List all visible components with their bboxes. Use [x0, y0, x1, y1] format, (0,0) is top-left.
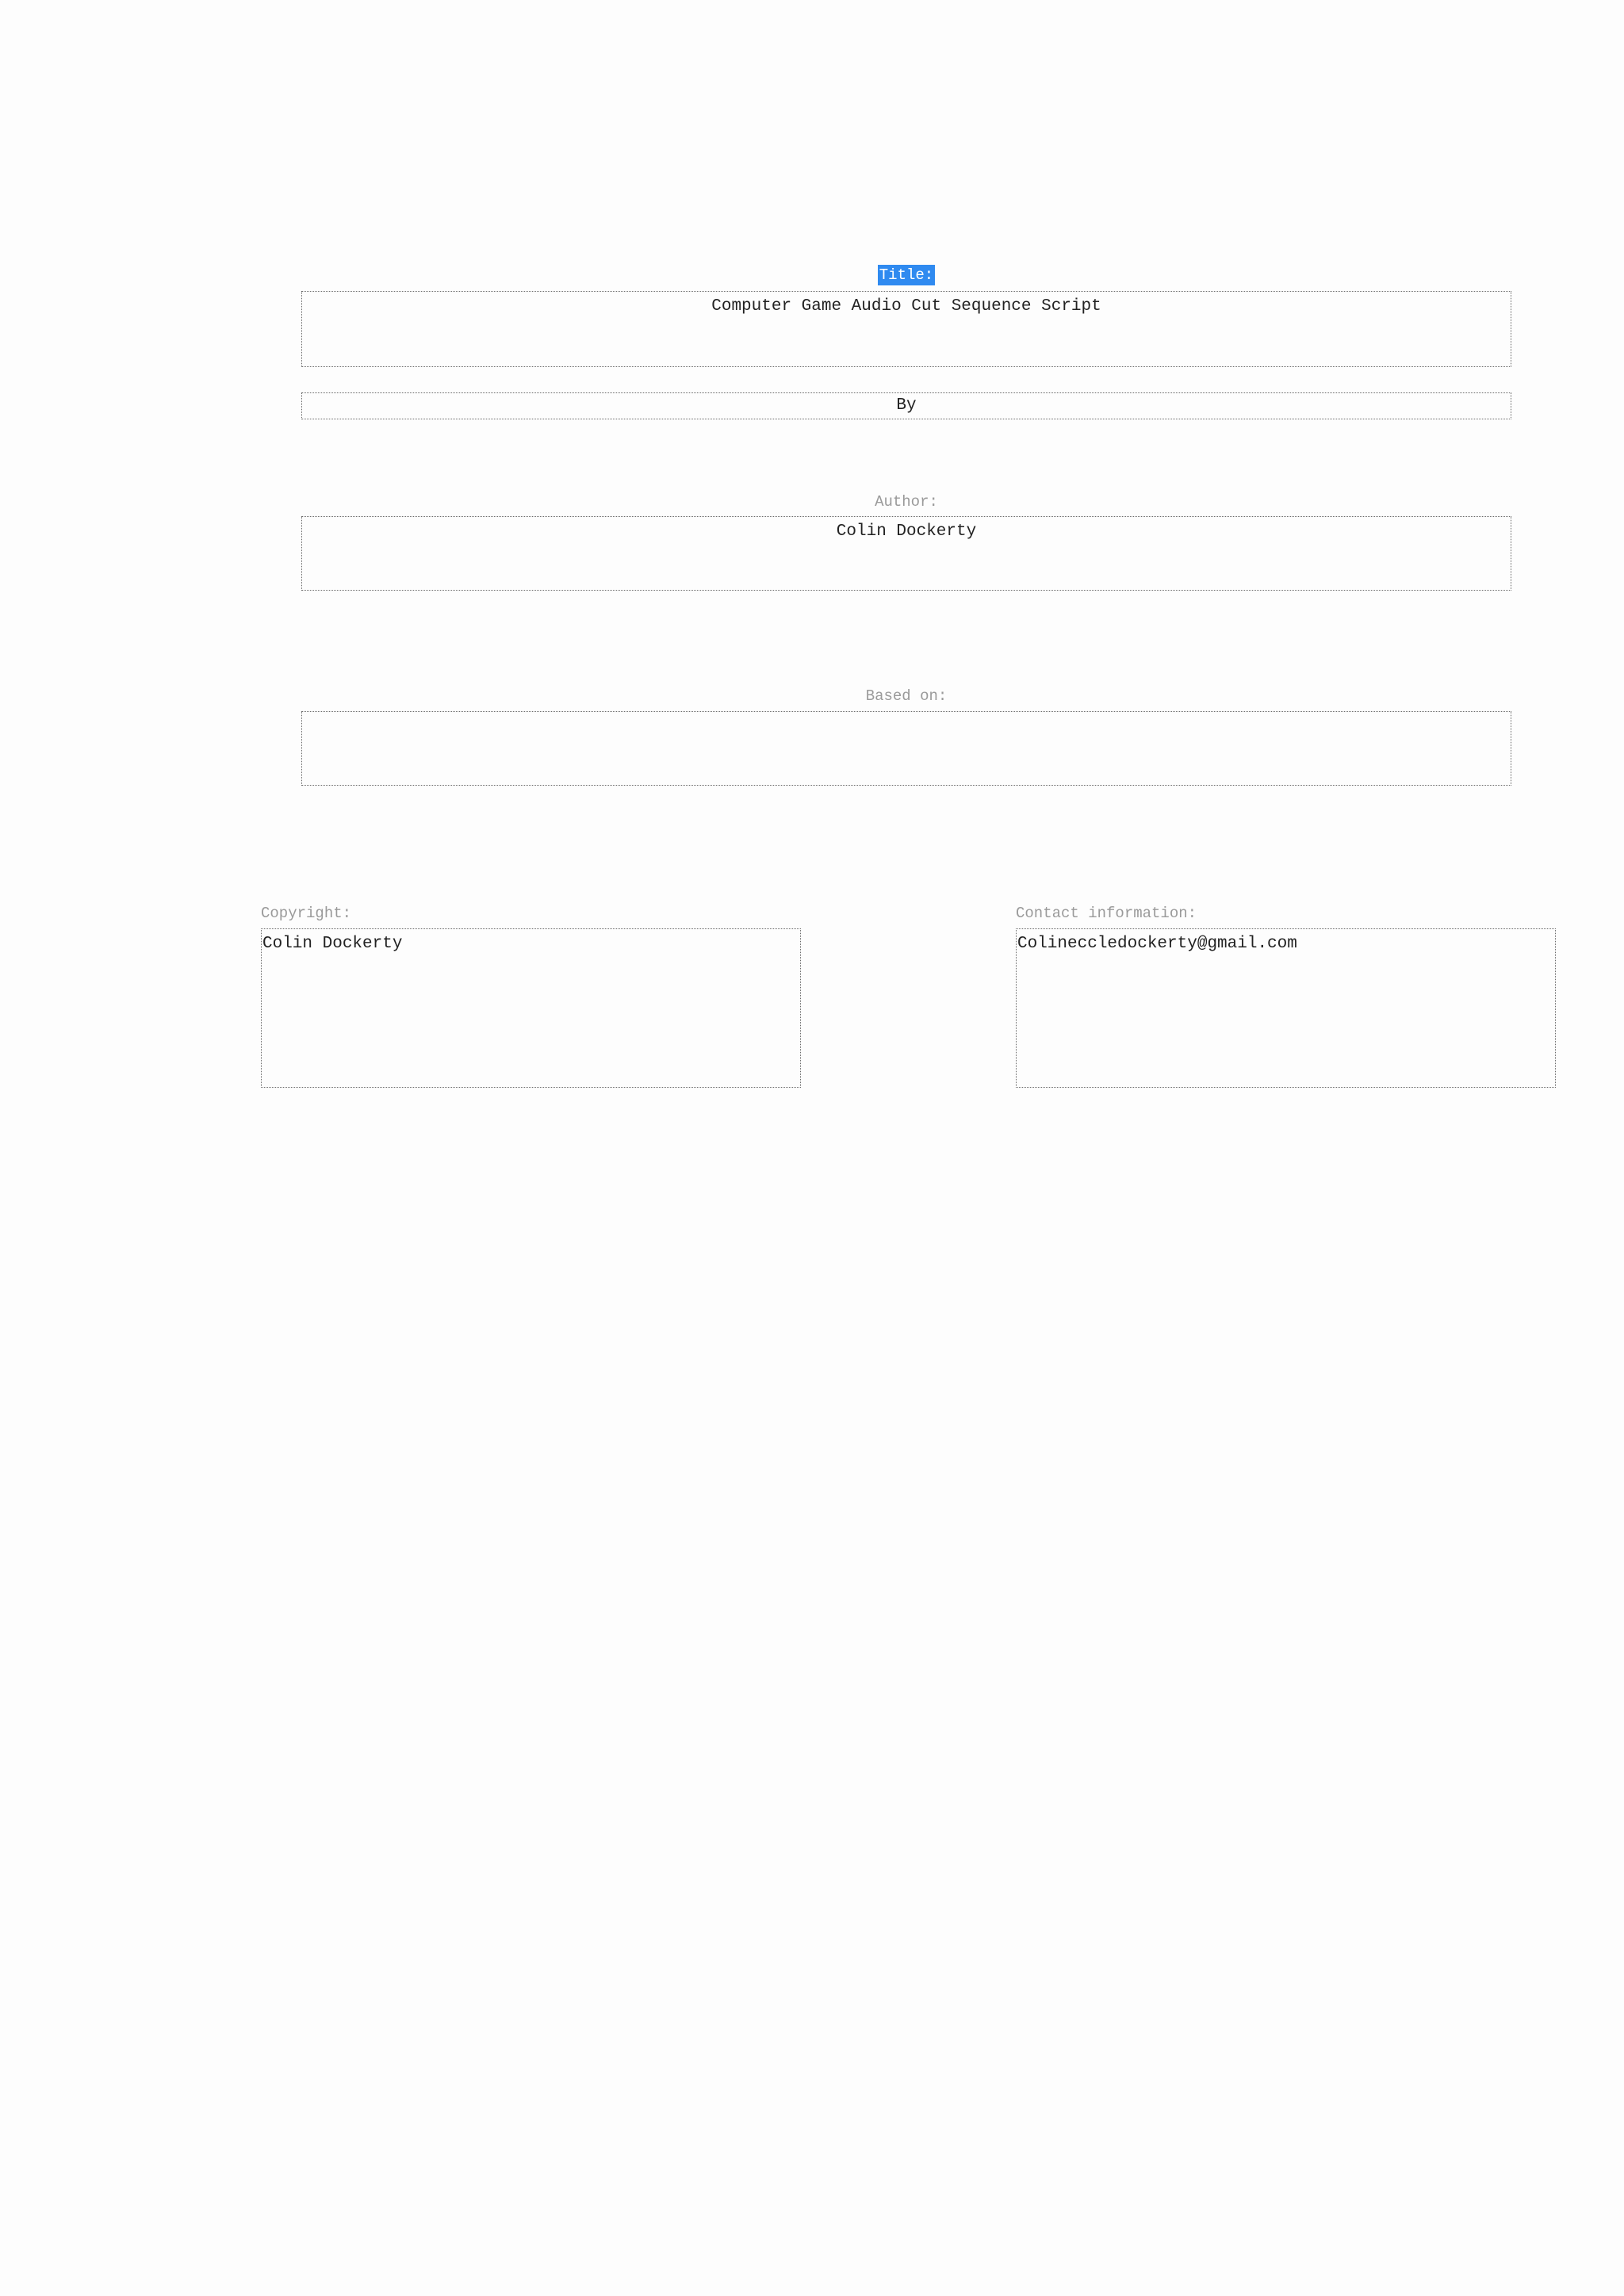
- title-label: Title:: [879, 266, 934, 284]
- by-field[interactable]: By: [301, 392, 1511, 419]
- copyright-label: Copyright:: [261, 905, 352, 922]
- contact-info-label: Contact information:: [1016, 905, 1197, 922]
- title-field[interactable]: Computer Game Audio Cut Sequence Script: [301, 291, 1511, 367]
- author-label: Author:: [875, 493, 938, 511]
- copyright-field[interactable]: Colin Dockerty: [261, 928, 801, 1088]
- title-label-row: [301, 265, 1511, 285]
- based-on-field[interactable]: [301, 711, 1511, 786]
- author-field[interactable]: Colin Dockerty: [301, 516, 1511, 591]
- based-on-label: Based on:: [865, 687, 948, 705]
- contact-info-field[interactable]: Colineccledockerty@gmail.com: [1016, 928, 1556, 1088]
